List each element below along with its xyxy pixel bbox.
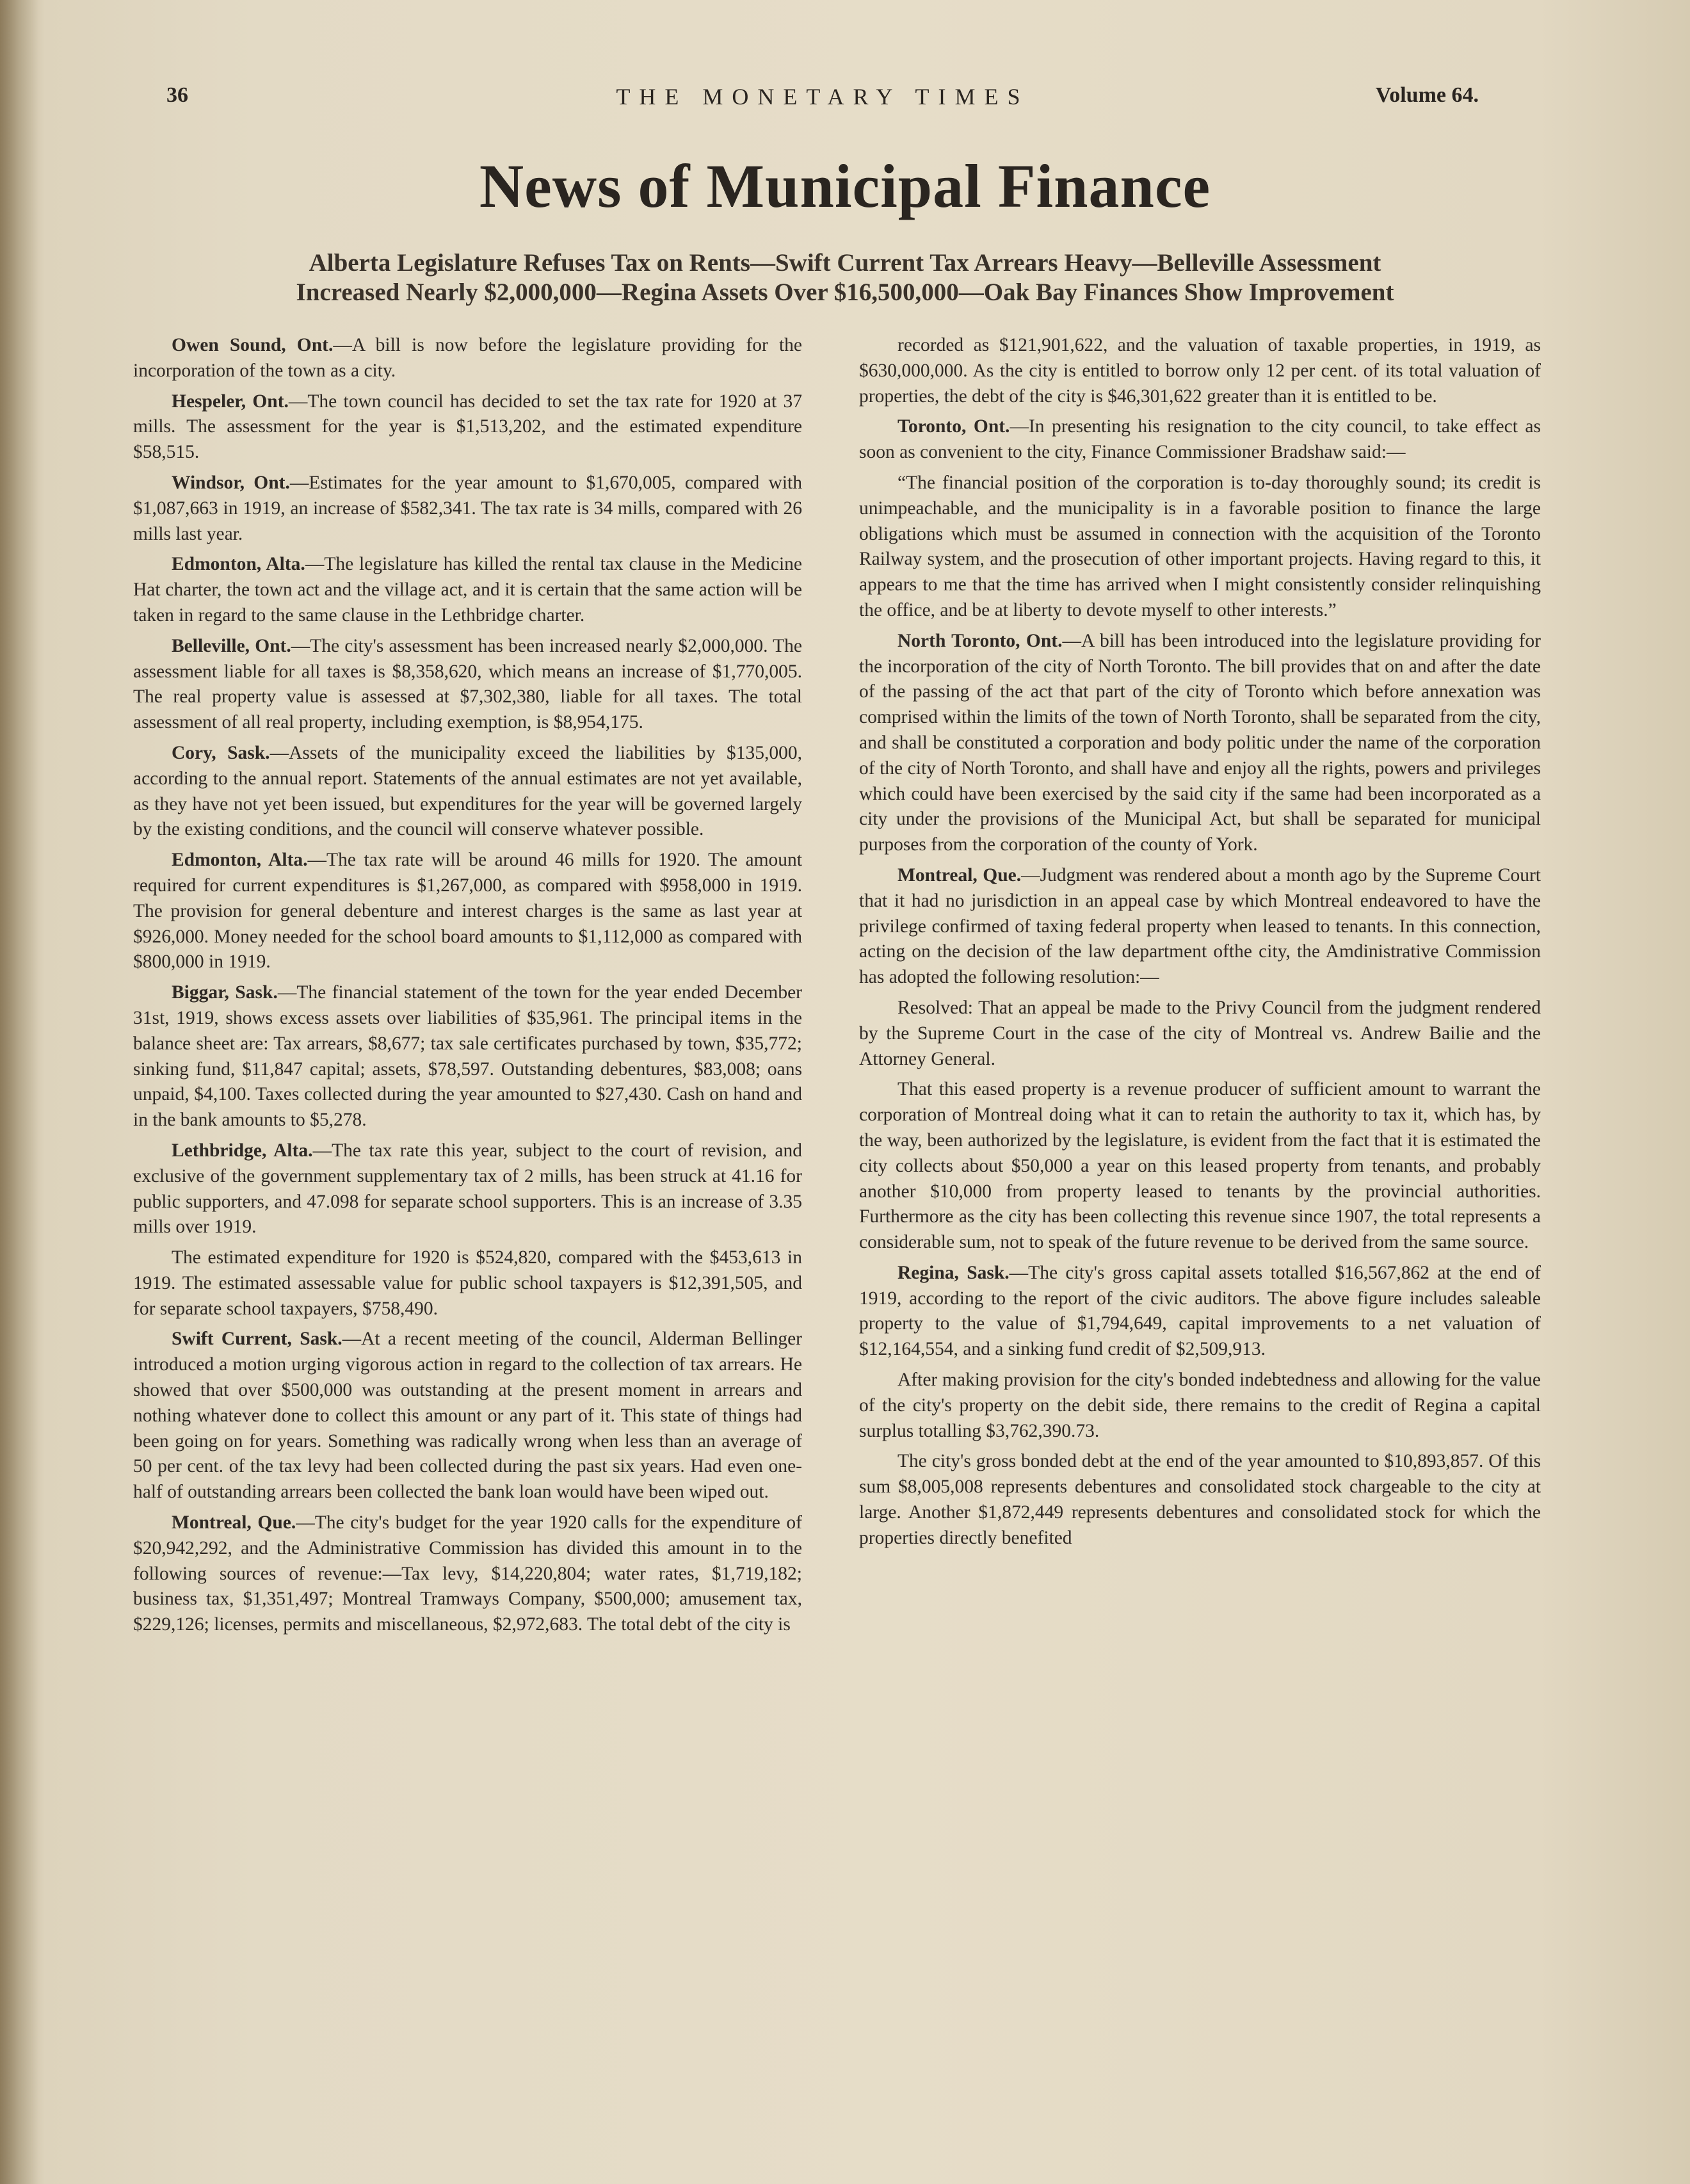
dateline: Owen Sound, Ont. (172, 335, 334, 355)
news-item (133, 741, 802, 843)
dateline: Lethbridge, Alta. (172, 1140, 313, 1161)
news-item-text: —The city's budget for the year 1920 calls for the expenditure of $20,942,292, and the Administrative Commission has divided this amount in to the following sources of revenue:—Tax levy, $14,220,804; water rates, $1,719,182; business tax, $1,351,497; Montreal Tramways Company, $500,000; amusement tax, $229,126; licenses, permits and miscellaneous, $2,972,683. The total debt of the city is (133, 1512, 802, 1635)
page-headline: News of Municipal Finance (479, 152, 1211, 220)
news-item-text: The city's gross bonded debt at the end of the year amounted to $10,893,857. Of this sum $8,005,008 represents debentures and consolidated stock chargeable to the city at large. Another $1,872,449 represents debentures and consolidated stock for which the properties directly benefited (859, 1451, 1541, 1548)
news-item-text: —A bill is now before the legislature providing for the incorporation of the town as a city. (133, 335, 802, 381)
news-item-text: —A bill has been introduced into the legislature providing for the incorporation of the city of North Toronto. The bill provides that on and after the date of the passing of the act that part of the city of Toronto which before annexation was comprised within the limits of the town of North Toronto, shall be separated from the city, and shall be constituted a corporation and body politic under the name of the corporation of the city of North Toronto, and shall have and enjoy all the rights, powers and privileges which could have been exercised by the said city if the same had been incorporated as a city under the provisions of the Municipal Act, but shall be separated for municipal purposes from the corporation of the county of York. (859, 630, 1541, 855)
news-item-text: —In presenting his resignation to the city council, to take effect as soon as convenient to the city, Finance Commissioner Bradshaw said:— (859, 416, 1541, 463)
news-item-text: —Estimates for the year amount to $1,670,005, compared with $1,087,663 in 1919, an increase of $582,341. The tax rate is 34 mills, compared with 26 mills last year. (133, 472, 802, 544)
dateline: Edmonton, Alta. (172, 554, 305, 575)
left-column (133, 333, 802, 1643)
news-item (133, 1245, 802, 1322)
news-item-text: “The financial position of the corporation is to-day thoroughly sound; its credit is unimpeachable, and the municipality is in a favorable position to finance the large obligations which must be assumed in connection with the acquisition of the Toronto Railway system, and the prosecution of other important projects. Having regard to this, it appears to me that the time has arrived when I might consistently consider relinquishing the office, and be at liberty to devote myself to other interests.” (859, 472, 1541, 620)
news-item (859, 863, 1541, 991)
dateline: Cory, Sask. (172, 742, 270, 763)
news-item-text: —The legislature has killed the rental tax clause in the Medicine Hat charter, the town act and the village act, and it is certain that the same action will be taken in regard to the same clause in the Lethbridge charter. (133, 554, 802, 626)
volume-label: Volume 64. (1375, 83, 1479, 107)
journal-title: THE MONETARY TIMES (616, 84, 1029, 109)
dateline: Hespeler, Ont. (172, 391, 289, 412)
news-item-text: —The financial statement of the town for the year ended December 31st, 1919, shows excess assets over liabilities of $35,961. The principal items in the balance sheet are: Tax arrears, $8,677; tax sale certificates purchased by town, $35,772; sinking fund, $11,847 capital; assets, $78,597. Outstanding debentures, $83,008; oans unpaid, $4,100. Taxes collected during the year amounted to $27,430. Cash on hand and in the bank amounts to $5,278. (133, 982, 803, 1131)
news-item (133, 1138, 802, 1240)
dateline: Regina, Sask. (897, 1262, 1010, 1283)
dateline: Biggar, Sask. (172, 982, 278, 1003)
news-item (133, 1510, 802, 1638)
news-item (133, 980, 802, 1133)
news-item (859, 1261, 1541, 1363)
news-item-text: The estimated expenditure for 1920 is $524,820, compared with the $453,613 in 1919. The estimated assessable value for public school taxpayers is $12,391,505, and for separate school taxpayers, $758,490. (133, 1247, 802, 1319)
news-item-text: recorded as $121,901,622, and the valuation of taxable properties, in 1919, as $630,000,000. As the city is entitled to borrow only 12 per cent. of its total valuation of properties, the debt of the city is $46,301,622 greater than it is entitled to be. (859, 335, 1541, 407)
news-item-text: —The city's assessment has been increased nearly $2,000,000. The assessment liable for all taxes is $8,358,620, which means an increase of $1,770,005. The real property value is assessed at $7,302,380, liable for all taxes. The total assessment of all real property, including exemption, is $8,954,175. (133, 635, 802, 733)
news-item (133, 634, 802, 736)
news-item-text: —The tax rate will be around 46 mills for 1920. The amount required for current expenditures is $1,267,000, as compared with $958,000 in 1919. The provision for general debenture and interest charges is the same as last year at $926,000. Money needed for the school board amounts to $1,112,000 as compared with $800,000 in 1919. (133, 850, 802, 973)
dateline: North Toronto, Ont. (897, 630, 1063, 651)
news-item (859, 1077, 1541, 1256)
dateline: Swift Current, Sask. (172, 1329, 342, 1350)
dateline: Belleville, Ont. (172, 635, 291, 656)
news-item (859, 471, 1541, 624)
dateline: Montreal, Que. (897, 864, 1022, 886)
news-item (133, 552, 802, 628)
news-item-text: —Assets of the municipality exceed the liabilities by $135,000, according to the annual report. Statements of the annual estimates are not yet available, as they have not yet been issued, but expenditures for the year will be governed largely by the existing conditions, and the council will conserve whatever possible. (133, 742, 802, 840)
news-item-text: —The tax rate this year, subject to the court of revision, and exclusive of the government supplementary tax of 2 mills, has been struck at 41.16 for public supporters, and 47.098 for separate school supporters. This is an increase of 3.35 mills over 1919. (133, 1140, 802, 1238)
dateline: Edmonton, Alta. (172, 850, 308, 871)
news-item-text: That this eased property is a revenue producer of sufficient amount to warrant the corporation of Montreal doing what it can to retain the authority to tax it, which has, by the way, been authorized by the legislature, is evident from the fact that it is estimated the city collects about $50,000 a year on this leased property from tenants, and probably another $10,000 from property leased to tenants by the provincial authorities. Furthermore as the city has been collecting this revenue since 1907, the total represents a considerable sum, not to speak of the future revenue to be derived from the same source. (859, 1079, 1541, 1253)
news-item (133, 1327, 802, 1505)
news-item (859, 629, 1541, 858)
running-header (166, 83, 1479, 122)
news-item-text: —At a recent meeting of the council, Alderman Bellinger introduced a motion urging vigorous action in regard to the collection of tax arrears. He showed that over $500,000 was outstanding at the present moment in arrears and nothing whatever done to collect this amount or any part of it. This state of things had been going on for years. Something was radically wrong when less than an average of 50 per cent. of the tax levy had been collected during the past six years. Had even one-half of outstanding arrears been collected the bank loan would have been wiped out. (133, 1329, 802, 1503)
page-number: 36 (166, 83, 188, 107)
deck-line: Alberta Legislature Refuses Tax on Rents—Swift Current Tax Arrears Heavy—Belleville Assessment (309, 249, 1381, 277)
headline-deck (128, 248, 1562, 307)
news-item (859, 1449, 1541, 1551)
news-item-text: —Judgment was rendered about a month ago by the Supreme Court that it had no jurisdiction in an appeal case by which Montreal endeavored to have the privilege confirmed of taxing federal property when leased to tenants. In this connection, acting on the decision of the law department ofthe city, the Amdinistrative Commission has adopted the following resolution:— (859, 864, 1541, 988)
deck-line: Increased Nearly $2,000,000—Regina Assets Over $16,500,000—Oak Bay Finances Show Improvement (296, 279, 1394, 306)
dateline: Montreal, Que. (172, 1512, 296, 1533)
news-item (859, 996, 1541, 1072)
news-item (859, 333, 1541, 409)
news-item-text: After making provision for the city's bonded indebtedness and allowing for the value of the city's property on the debit side, there remains to the credit of Regina a capital surplus totalling $3,762,390.73. (859, 1370, 1541, 1441)
news-item (133, 848, 802, 975)
dateline: Toronto, Ont. (897, 416, 1010, 437)
news-item (859, 1368, 1541, 1444)
right-column (859, 333, 1541, 1557)
news-item-text: —The town council has decided to set the tax rate for 1920 at 37 mills. The assessment for the year is $1,513,202, and the estimated expenditure $58,515. (133, 391, 802, 463)
news-item-text: —The city's gross capital assets totalled $16,567,862 at the end of 1919, according to the report of the civic auditors. The above figure includes saleable property to the value of $1,794,649, capital improvements to a net valuation of $12,164,554, and a sinking fund credit of $2,509,913. (859, 1262, 1541, 1360)
news-item (859, 414, 1541, 465)
news-item (133, 389, 802, 465)
news-item-text: Resolved: That an appeal be made to the Privy Council from the judgment rendered by the Supreme Court in the case of the city of Montreal vs. Andrew Bailie and the Attorney General. (859, 997, 1541, 1069)
binding-gutter-shadow (0, 0, 38, 2184)
dateline: Windsor, Ont. (172, 472, 290, 493)
news-item (133, 471, 802, 547)
news-item (133, 333, 802, 384)
